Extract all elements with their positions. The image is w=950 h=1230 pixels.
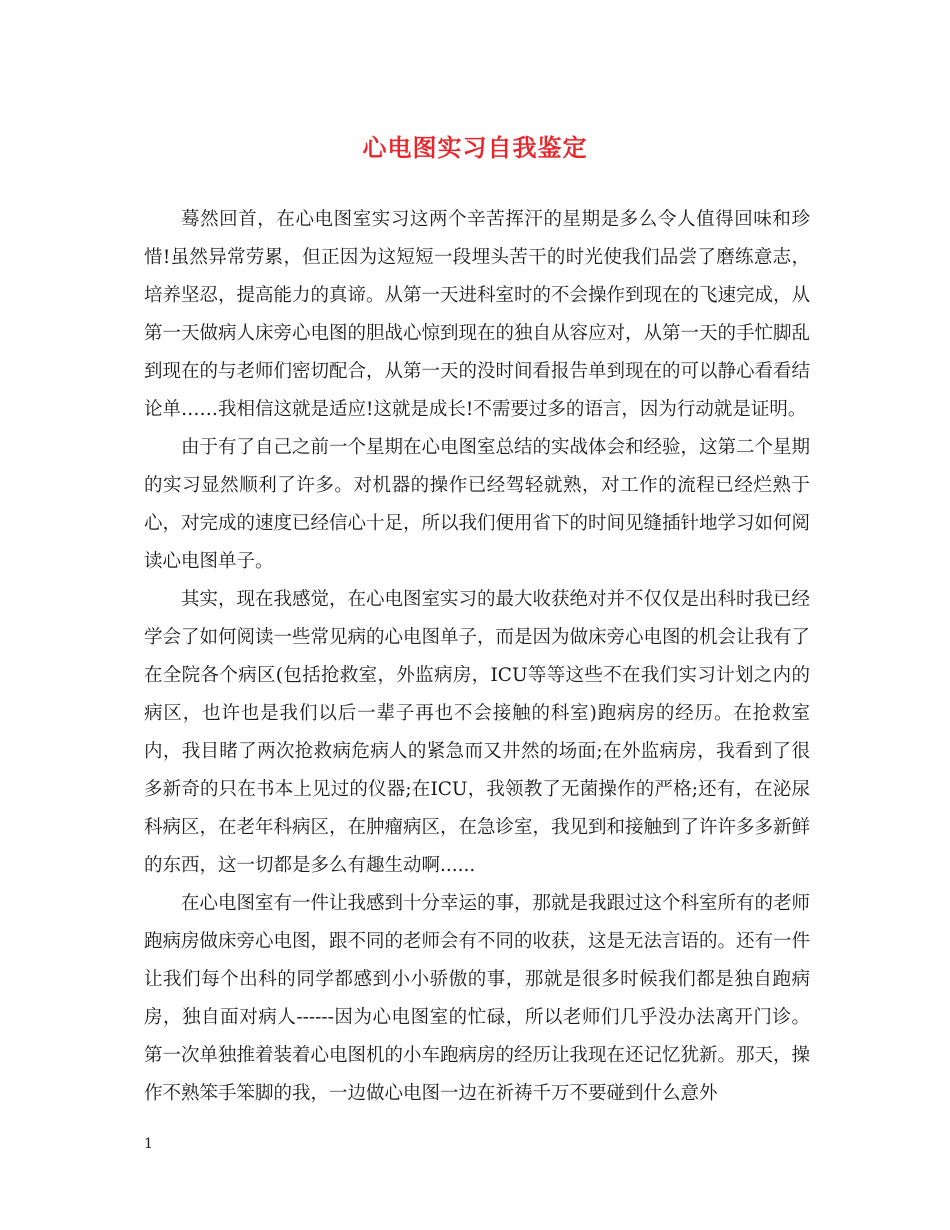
paragraph: 由于有了自己之前一个星期在心电图室总结的实战体会和经验，这第二个星期的实习显然顺利了许多。对机器的操作已经驾轻就熟，对工作的流程已经烂熟于心，对完成的速度已经信心十足，所以我们便用省下的时间见缝插针地学习如何阅读心电图单子。 (144, 437, 811, 572)
document-body (144, 201, 810, 1113)
paragraph: 其实，现在我感觉，在心电图室实习的最大收获绝对并不仅仅是出科时我已经学会了如何阅读一些常见病的心电图单子，而是因为做床旁心电图的机会让我有了在全院各个病区(包括抢救室，外监病房，ICU等等这些不在我们实习计划之内的病区，也许也是我们以后一辈子再也不会接触的科室)跑病房的经历。在抢救室内，我目睹了两次抢救病危病人的紧急而又井然的场面;在外监病房，我看到了很多新奇的只在书本上见过的仪器;在ICU，我领教了无菌操作的严格;还有，在泌尿科病区，在老年科病区，在肿瘤病区，在急诊室，我见到和接触到了许许多多新鲜的东西，这一切都是多么有趣生动啊...... (144, 589, 811, 876)
page-number: 1 (144, 1136, 153, 1152)
paragraph: 蓦然回首，在心电图室实习这两个辛苦挥汗的星期是多么令人值得回味和珍惜!虽然异常劳累，但正因为这短短一段埋头苦干的时光使我们品尝了磨练意志，培养坚忍，提高能力的真谛。从第一天进科室时的不会操作到现在的飞速完成，从第一天做病人床旁心电图的胆战心惊到现在的独自从容应对，从第一天的手忙脚乱到现在的与老师们密切配合，从第一天的没时间看报告单到现在的可以静心看看结论单……我相信这就是适应!这就是成长!不需要过多的语言，因为行动就是证明。 (144, 209, 811, 420)
paragraph: 在心电图室有一件让我感到十分幸运的事，那就是我跟过这个科室所有的老师跑病房做床旁心电图，跟不同的老师会有不同的收获，这是无法言语的。还有一件让我们每个出科的同学都感到小小骄傲的事，那就是很多时候我们都是独自跑病房，独自面对病人------因为心电图室的忙碌，所以老师们几乎没办法离开门诊。第一次单独推着装着心电图机的小车跑病房的经历让我现在还记忆犹新。那天，操作不熟笨手笨脚的我，一边做心电图一边在祈祷千万不要碰到什么意外 (144, 893, 811, 1104)
document-title: 心电图实习自我鉴定 (362, 133, 588, 162)
